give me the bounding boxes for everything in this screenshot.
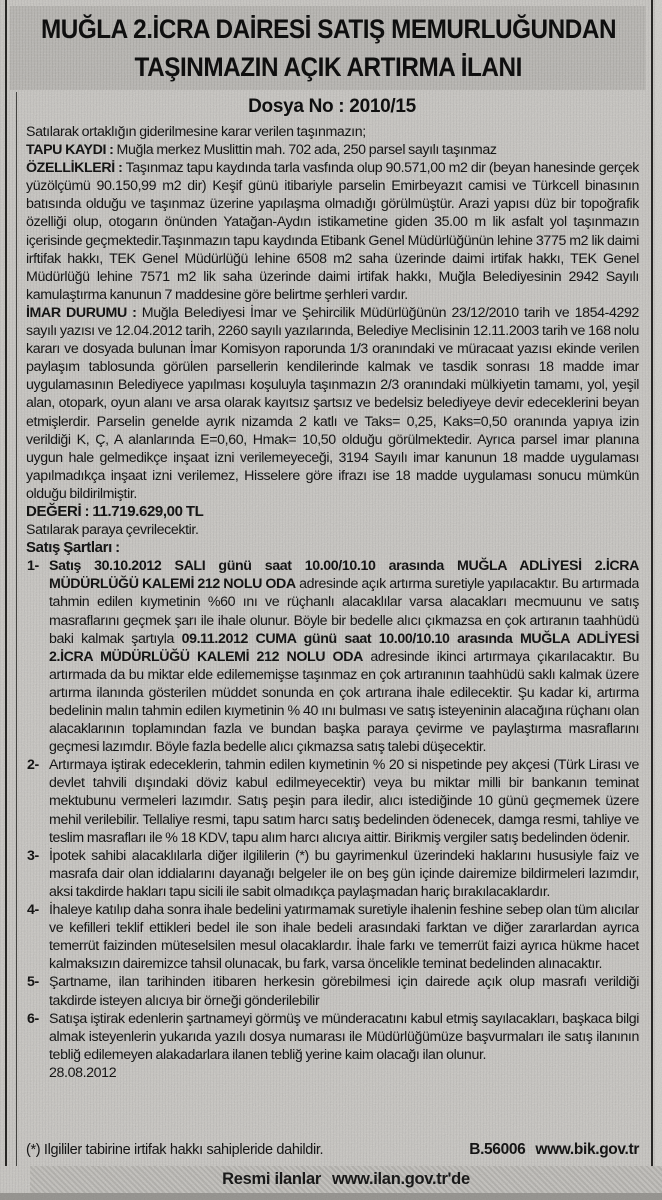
term-1-run2: adresinde açık artırma suretiyle yapılacaktır. Bu artırmada tahmin edilen kıymetinin %60 ını ve rüçhanlı alacaklılar varsa alacakları mecmuunu ve satış masraflarını geçmek şarı ile ihale olunur. Böyle bir bedelle alıcı çıkmazsa en çok artıranın taahhüdü baki kalmak şartıyla [49,576,639,647]
second-auction-details: 09.11.2012 CUMA günü saat 10.00/10.10 arasında MUĞLA ADLİYESİ 2.İCRA MÜDÜRLÜĞÜ KALEMİ 212 NOLU ODA [49,630,639,665]
intro-line: Satılarak ortaklığın giderilmesine karar verilen taşınmazın; [26,124,366,140]
imar-durumu-label: İMAR DURUMU : [26,304,137,321]
tapu-kaydi-paragraph [26,141,639,159]
term-item-4 [26,901,639,973]
term-item-1 [26,557,639,756]
term-text-6: Satışa iştirak edenlerin şartnameyi görmüş ve münderacatını kabul etmiş sayılacakları, başkaca bilgi almak isteyenlerin yukarıda yazılı dosya numarası ile Müdürlüğümüze başvurmaları ile satış ilanının tebliğ edilemeyen alakadarlara ilanen tebliğ yerine kaim olacağı ilan olunur. [49,1010,639,1063]
term-number-5: 5- [27,974,39,991]
right-border-rule [651,0,653,1166]
page-title-line1: MUĞLA 2.İCRA DAİRESİ SATIŞ MEMURLUĞUNDAN [40,14,616,44]
page-title-line2: TAŞINMAZIN AÇIK ARTIRMA İLANI [134,52,522,82]
band-label: Resmi ilanlar [222,1170,321,1188]
term-text-5: Şartname, ilan tarihinden itibaren herkesin görebilmesi için dairede açık olup masrafı verildiği takdirde isteyen alıcıya bir örneği gönderilebilir [49,974,639,1009]
imar-durumu-paragraph [26,304,639,503]
term-text-3: İpotek sahibi alacaklılarla diğer ilgililerin (*) bu gayrimenkul üzerindeki haklarını hususiyle faiz ve masrafa dair olan iddialarını dayanağı belgeler ile on beş gün içinde dairemize bildirmeleri lazımdır, aksi takdirde hakları tapu sicili ile sabit olmadıkça paylaşmadan hariç bırakılacaklardır. [49,847,639,900]
term-number-1: 1- [27,558,39,575]
announcement-date: 28.08.2012 [49,1064,117,1081]
ilan-url-text: www.ilan.gov.tr'de [331,1170,470,1188]
announcement-header [10,6,646,90]
bik-url-text: www.bik.gov.tr [535,1141,639,1158]
case-number: Dosya No : 2010/15 [248,96,416,117]
term-text-1 [49,557,639,756]
publication-reference [459,1141,639,1159]
ozellikleri-text: Taşınmaz tapu kaydında tarla vasfında olup 90.571,00 m2 dir (beyan hanesinde gerçek yüzölçümü 90.150,99 m2 dir) Keşif günü itibariyle parselin Emirbeyazıt camisi ve Türkcell binasının batısında olduğu ve taşınmaz üzerine yapılaşma olmadığı görülmüştür. Arazi yapısı düz bir topoğrafik özelliği olup, otogarın önünden Yatağan-Aydın istikametine giden 35.00 m lik asfalt yol taşınmazın içerisinde geçmektedir.Taşınmazın tapu kaydında Etibank Genel Müdürlüğünün lehine 3775 m2 lik daimi irftifak hakkı, TEK Genel Müdürlüğü lehine 6508 m2 saha üzerinde daimi irtifak hakkı, TEK Genel Müdürlüğü lehine 7571 m2 lik saha üzerinde daimi irtifak hakkı, Muğla Belediyesinin 2942 Sayılı kamulaştırma kanunun 7 maddesine göre belirtme şerhleri vardır. [26,160,639,303]
ozellikleri-paragraph [26,159,639,304]
term-1-run4: adresinde ikinci artırmaya çıkarılacaktır. Bu artırmada da bu miktar elde edilememişse taşınmaz en çok artıranının taahhüdü saklı kalmak üzere artırma ilanında gösterilen müddet sonunda en çok artırana ihale edilecektir. Şu kadar ki, artırma bedelinin malın tahmin edilen kıymetinin % 40 ını bulması ve satış isteyeninin alacağına rüçhanı olan alacaklarının toplamından fazla ve bundan başka paraya çevirme ve paylaştırma masraflarını geçmesi lazımdır. Böyle fazla bedelle alıcı çıkmazsa satış talebi düşecektir. [49,648,639,756]
tapu-kaydi-label: TAPU KAYDI : [26,142,114,159]
imar-durumu-text: Muğla Belediyesi İmar ve Şehircilik Müdürlüğünün 23/12/2010 tarih ve 1854-4292 sayılı yazısı ve 12.04.2012 tarih, 2260 sayılı yazılarında, Belediye Meclisinin 12.11.2003 tarih ve 168 nolu kararı ve dosyada bulunan İmar Komisyon raporunda 1/3 oranındaki ve müracaat yazısı ekinde verilen paylaşım tablosunda görülen parsellerin kendilerinde kalmak ve tasdik sonrası 18 madde imar uygulamasının Belediyece yapılması koşuluyla taşınmazın 2/3 oranındaki mülkiyetin tamamı, yol, yeşil alan, otopark, oyun alanı ve arsa olarak kayıtsız şartsız ve bedelsiz belediyeye devir edeceklerini beyan etmişlerdir. Parselin genelde ayrık nizamda 2 katlı ve Taks= 0,25, Kaks=0,50 oranında yapıya izin verildiği K, Ç, A alanlarında E=0,60, Hmak= 10,50 olduğu görülmektedir. Ayrıca parsel imar planına uygun hale gelmedikçe inşaat izni verilemeyeceği, 3194 Sayılı imar kanunun 18 madde uygulaması yapılmadıkça inşaat izni verilemez, Hisselere göre ifrazı ise 18 madde uygulaması sonucu mümkün olduğu bildirilmiştir. [26,304,639,502]
footer-row [26,1141,639,1159]
first-auction-details: Satış 30.10.2012 SALI günü saat 10.00/10.10 arasında MUĞLA ADLİYESİ 2.İCRA MÜDÜRLÜĞÜ KALEMİ 212 NOLU ODA [49,558,639,593]
term-item-5 [26,973,639,1009]
tapu-kaydi-text: Muğla merkez Muslittin mah. 702 ada, 250 parsel sayılı taşınmaz [113,142,497,159]
term-item-6 [26,1010,639,1082]
term-number-2: 2- [27,757,39,774]
paraya-line: Satılarak paraya çevrilecektir. [26,522,199,539]
term-number-3: 3- [27,847,39,864]
term-text-4: İhaleye katılıp daha sonra ihale bedelini yatırmamak suretiyle ihalenin feshine sebep olan tüm alıcılar ve kefilleri teklif ettikleri bedel ile son ihale bedeli arasındaki farktan ve diğer zararlardan ayrıca temerrüt faizinden müteselsilen mesul olacaklardır. İhale farkı ve temerrüt faizi ayrıca hükme hacet kalmaksızın dairemizce tahsil olunacak, bu fark, varsa öncelikle teminat bedelinden alınacaktır. [49,902,639,973]
left-border-rule [5,0,7,1166]
term-number-6: 6- [27,1010,39,1027]
satis-sartlari-label: Satış Şartları : [26,539,120,557]
left-inner-rule [16,92,17,1166]
term-item-3 [26,847,639,901]
official-ads-band [30,1166,662,1193]
term-number-4: 4- [27,902,39,919]
ozellikleri-label: ÖZELLİKLERİ : [26,160,123,177]
announcement-body [26,123,639,1082]
term-text-2: Artırmaya iştirak edeceklerin, tahmin edilen kıymetinin % 20 si nispetinde pey akçesi (Türk Lirası ve devlet tahvili dışındaki döviz kabul edilmeyecektir) veya bu miktar milli bir bankanın teminat mektubunu vermeleri lazımdır. Satış peşin para iledir, alıcı istediğinde 10 günü geçmemek üzere mehil verilebilir. Tellaliye resmi, tapu satım harcı satış bedelinden ödenecek, damga resmi, tahliye ve teslim masrafları ile % 18 KDV, tapu alım harcı alıcıya aittir. Birikmiş vergiler satış bedelinden ödenir. [49,757,639,846]
term-item-2 [26,756,639,846]
degeri-line: DEĞERİ : 11.719.629,00 TL [26,502,204,520]
footnote-text: (*) Ilgililer tabirine irtifak hakkı sahipleride dahildir. [26,1142,324,1158]
page-edge [655,0,662,1200]
band-bottom-strip [0,1193,662,1200]
reference-code: B.56006 [469,1141,526,1158]
